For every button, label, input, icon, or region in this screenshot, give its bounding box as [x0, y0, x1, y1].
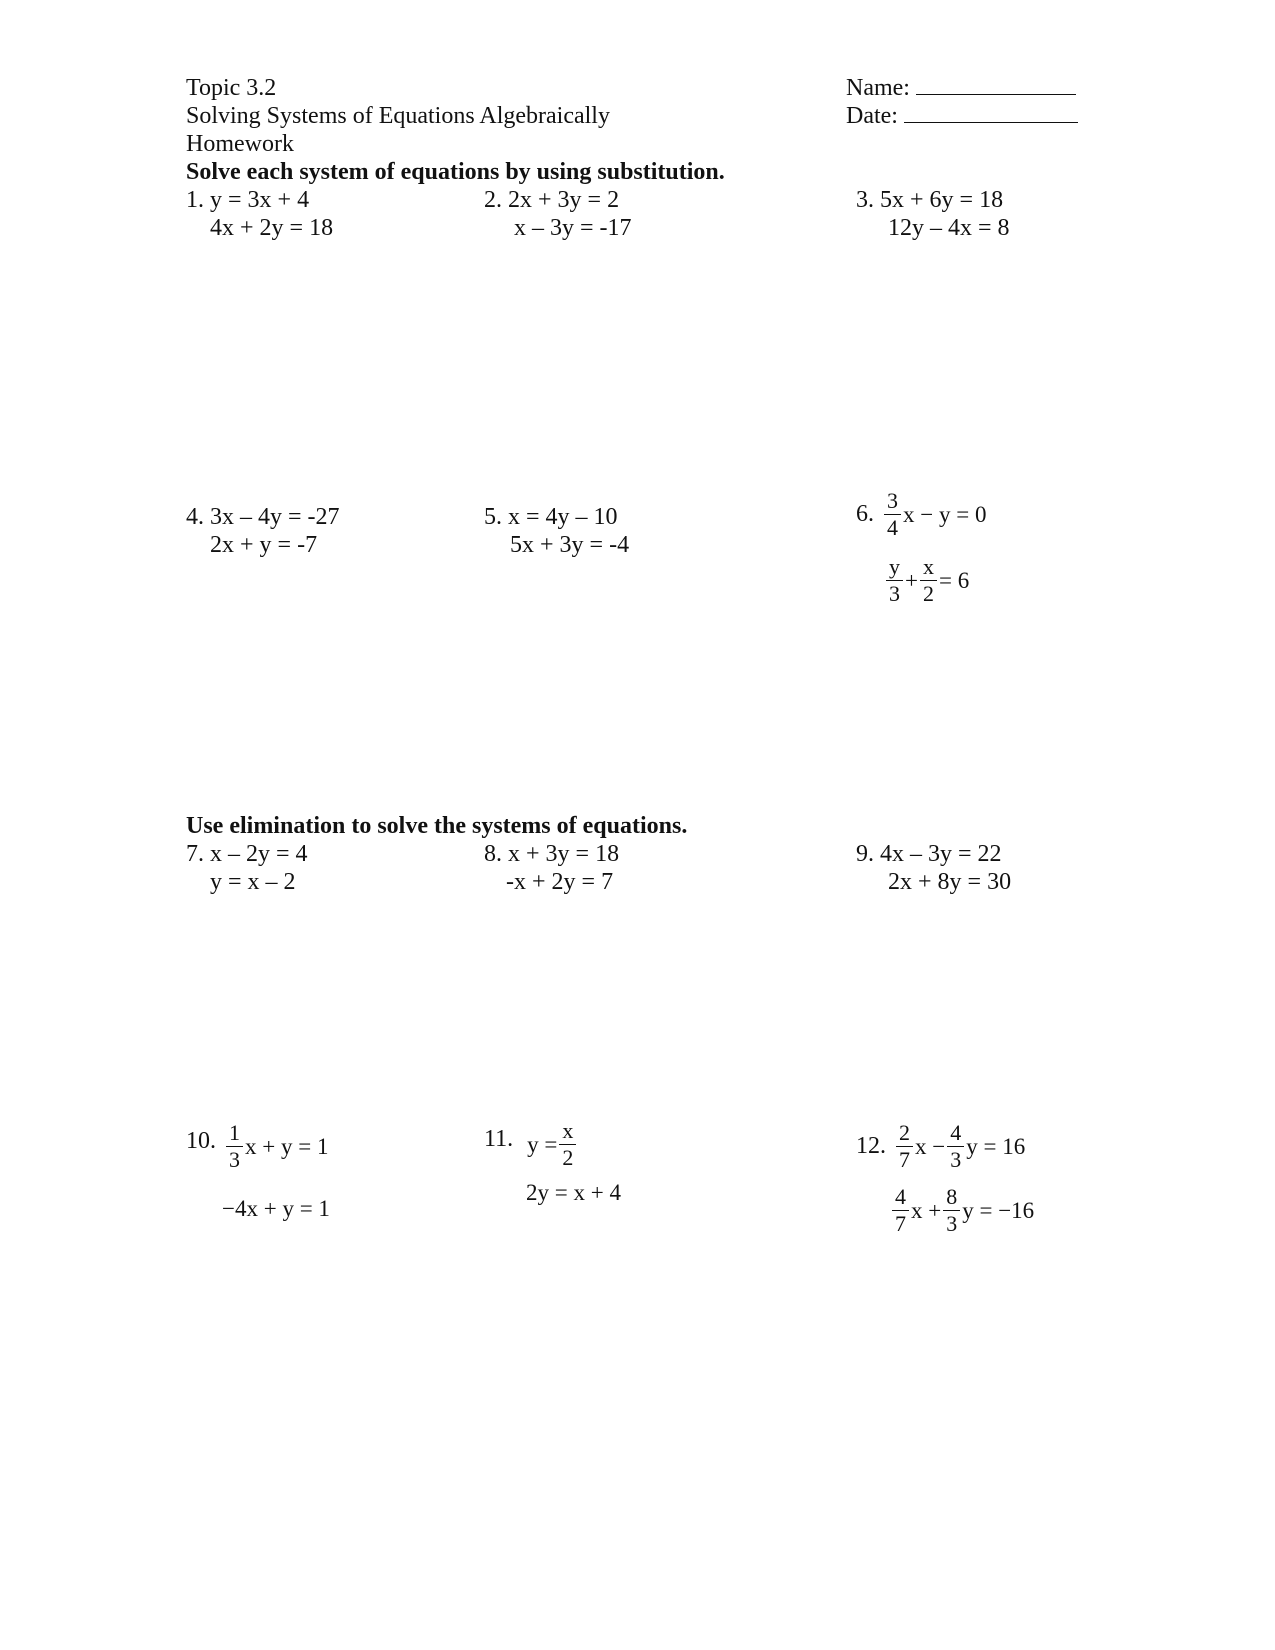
problem-5-equation-2: 5x + 3y = -4 — [510, 532, 630, 558]
problem-12: 12. $\frac{2}{7}$ x − $\frac{4}{3}$ y = 16 — [856, 1120, 1026, 1172]
problem-11-equation-2: 2y = x + 4 — [526, 1180, 621, 1205]
problem-2-equation-2: x – 3y = -17 — [514, 215, 632, 241]
problem-7-equation-2: y = x – 2 — [210, 869, 296, 895]
equation-1: 5x + 6y = 18 — [880, 187, 1004, 213]
equation-1-lhs: y = — [527, 1131, 558, 1157]
problem-7 — [186, 840, 308, 868]
problem-1-equation-2: 4x + 2y = 18 — [210, 215, 334, 241]
problem-8 — [484, 840, 619, 868]
problem-number: 11. — [484, 1126, 514, 1152]
problem-3-equation-2: 12y – 4x = 8 — [888, 215, 1010, 241]
fraction: $\frac{4}{3}$ — [947, 1122, 964, 1171]
name-field[interactable] — [846, 74, 1076, 102]
equation-1: 2x + 3y = 2 — [508, 187, 620, 213]
problem-number: 12. — [856, 1133, 886, 1159]
problem-number: 10. — [186, 1128, 216, 1154]
date-label: Date: — [846, 103, 898, 129]
equation-1: y = 3x + 4 — [210, 187, 310, 213]
equation-1-rest: x + y = 1 — [245, 1133, 329, 1159]
equation-1: x + 3y = 18 — [508, 841, 620, 867]
problem-number: 8. — [484, 841, 502, 867]
problem-number: 3. — [856, 187, 874, 213]
equation-1-rest: x − y = 0 — [903, 501, 987, 527]
problem-8-equation-2: -x + 2y = 7 — [506, 869, 614, 895]
problem-12-equation-2: $\frac{4}{7}$ x + $\frac{8}{3}$ y = −16 — [890, 1186, 1034, 1235]
problem-number: 5. — [484, 504, 502, 530]
equation-1: x – 2y = 4 — [210, 841, 308, 867]
fraction: $\frac{1}{3}$ — [226, 1122, 243, 1171]
name-label: Name: — [846, 75, 910, 101]
fraction: $\frac{x}{2}$ — [559, 1120, 576, 1169]
name-blank[interactable] — [916, 74, 1076, 95]
problem-4-equation-2: 2x + y = -7 — [210, 532, 318, 558]
problem-9 — [856, 840, 1002, 868]
elimination-instructions: Use elimination to solve the systems of equations. — [186, 813, 688, 839]
problem-4 — [186, 503, 340, 531]
problem-10 — [186, 1122, 328, 1171]
problem-10-equation-2: −4x + y = 1 — [222, 1196, 330, 1221]
problem-11 — [484, 1120, 578, 1169]
problem-number: 4. — [186, 504, 204, 530]
problem-number: 2. — [484, 187, 502, 213]
worksheet-title: Solving Systems of Equations Algebraically — [186, 103, 610, 129]
problem-number: 1. — [186, 187, 204, 213]
equation-1: x = 4y – 10 — [508, 504, 618, 530]
fraction: $\frac{x}{2}$ — [920, 556, 937, 605]
problem-5 — [484, 503, 618, 531]
topic-label: Topic 3.2 — [186, 75, 277, 101]
date-blank[interactable] — [904, 102, 1078, 123]
problem-number: 7. — [186, 841, 204, 867]
fraction: $\frac{3}{4}$ — [884, 490, 901, 539]
fraction: $\frac{4}{7}$ — [892, 1186, 909, 1235]
substitution-instructions: Solve each system of equations by using substitution. — [186, 159, 725, 185]
equation-1: 4x – 3y = 22 — [880, 841, 1002, 867]
problem-3 — [856, 186, 1003, 214]
fraction: $\frac{2}{7}$ — [896, 1122, 913, 1171]
problem-2 — [484, 186, 619, 214]
equation-1: 3x – 4y = -27 — [210, 504, 340, 530]
problem-1 — [186, 186, 309, 214]
problem-number: 6. — [856, 501, 874, 527]
problem-6-equation-2: $\frac{y}{3}$ + $\frac{x}{2}$ = 6 — [884, 556, 969, 605]
fraction: $\frac{y}{3}$ — [886, 556, 903, 605]
worksheet-subtitle: Homework — [186, 131, 294, 157]
fraction: $\frac{8}{3}$ — [943, 1186, 960, 1235]
problem-9-equation-2: 2x + 8y = 30 — [888, 869, 1012, 895]
problem-number: 9. — [856, 841, 874, 867]
date-field[interactable] — [846, 102, 1078, 130]
problem-6 — [856, 490, 986, 539]
